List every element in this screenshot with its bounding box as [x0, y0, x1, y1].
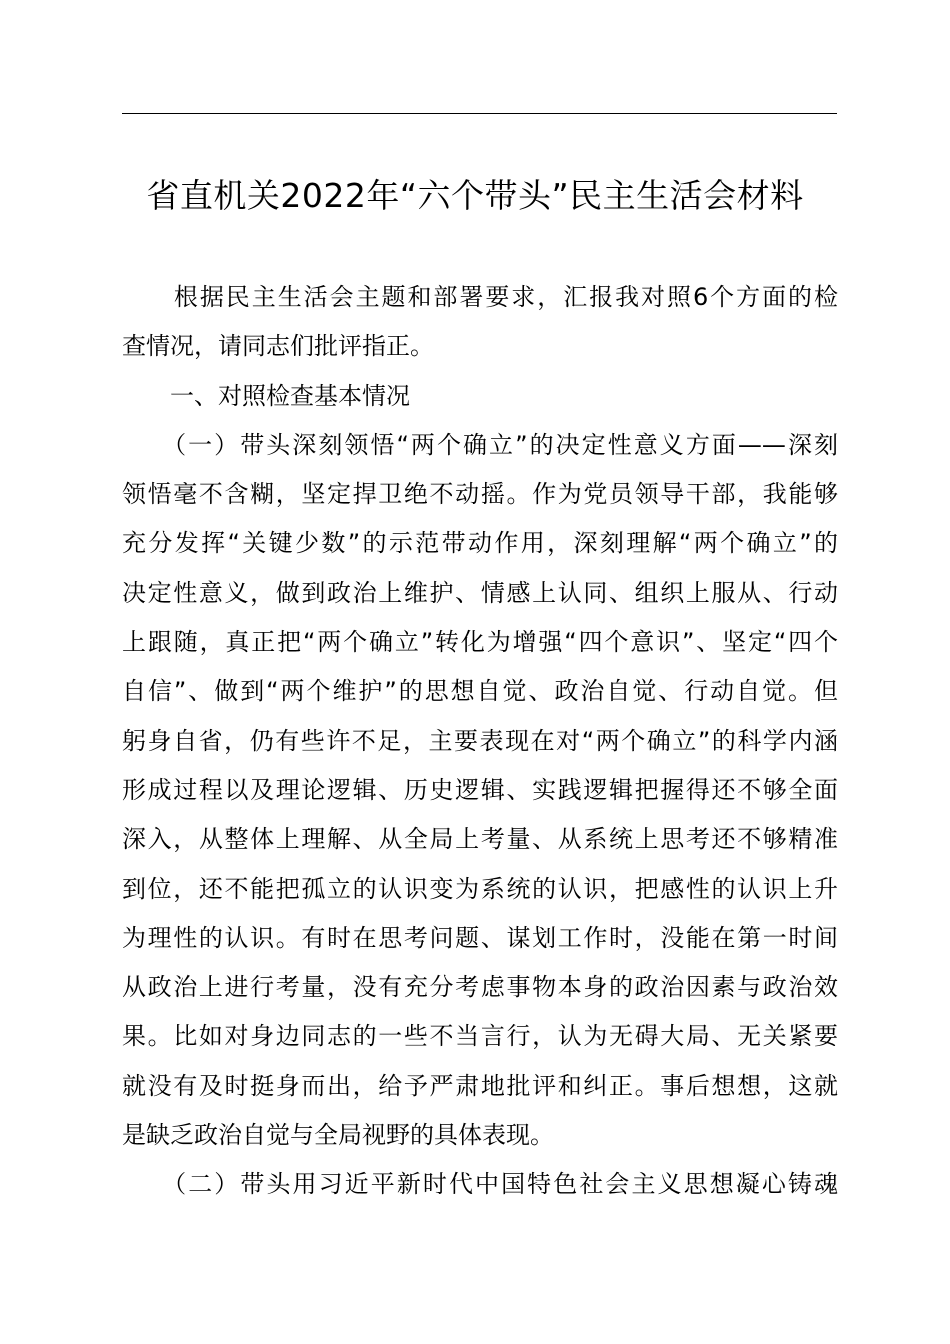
body-line: 领悟毫不含糊，坚定捍卫绝不动摇。作为党员领导干部，我能够	[122, 480, 838, 509]
body-line: 一、对照检查基本情况	[122, 381, 410, 410]
header-rule	[122, 113, 837, 114]
document-body	[122, 273, 838, 1210]
body-line: 就没有及时挺身而出，给予严肃地批评和纠正。事后想想，这就	[122, 1071, 838, 1100]
body-line: 果。比如对身边同志的一些不当言行，认为无碍大局、无关紧要	[122, 1022, 838, 1051]
body-line: （二）带头用习近平新时代中国特色社会主义思想凝心铸魂	[122, 1170, 838, 1199]
body-line: （一）带头深刻领悟“两个确立”的决定性意义方面——深刻	[122, 430, 838, 459]
body-line: 决定性意义，做到政治上维护、情感上认同、组织上服从、行动	[122, 578, 838, 607]
body-line: 躬身自省，仍有些许不足，主要表现在对“两个确立”的科学内涵	[122, 726, 838, 755]
body-line: 自信”、做到“两个维护”的思想自觉、政治自觉、行动自觉。但	[122, 677, 838, 706]
body-line: 到位，还不能把孤立的认识变为系统的认识，把感性的认识上升	[122, 874, 838, 903]
body-line: 从政治上进行考量，没有充分考虑事物本身的政治因素与政治效	[122, 973, 838, 1002]
body-line: 深入，从整体上理解、从全局上考量、从系统上思考还不够精准	[122, 825, 838, 854]
body-line: 根据民主生活会主题和部署要求，汇报我对照6个方面的检	[122, 283, 838, 311]
document-title: 省直机关2022年“六个带头”民主生活会材料	[146, 176, 804, 215]
body-line: 查情况，请同志们批评指正。	[122, 332, 434, 361]
body-line: 上跟随，真正把“两个确立”转化为增强“四个意识”、坚定“四个	[122, 628, 838, 657]
body-line: 充分发挥“关键少数”的示范带动作用，深刻理解“两个确立”的	[122, 529, 838, 558]
body-line: 是缺乏政治自觉与全局视野的具体表现。	[122, 1121, 554, 1150]
body-line: 形成过程以及理论逻辑、历史逻辑、实践逻辑把握得还不够全面	[122, 775, 838, 804]
body-line: 为理性的认识。有时在思考问题、谋划工作时，没能在第一时间	[122, 923, 838, 952]
